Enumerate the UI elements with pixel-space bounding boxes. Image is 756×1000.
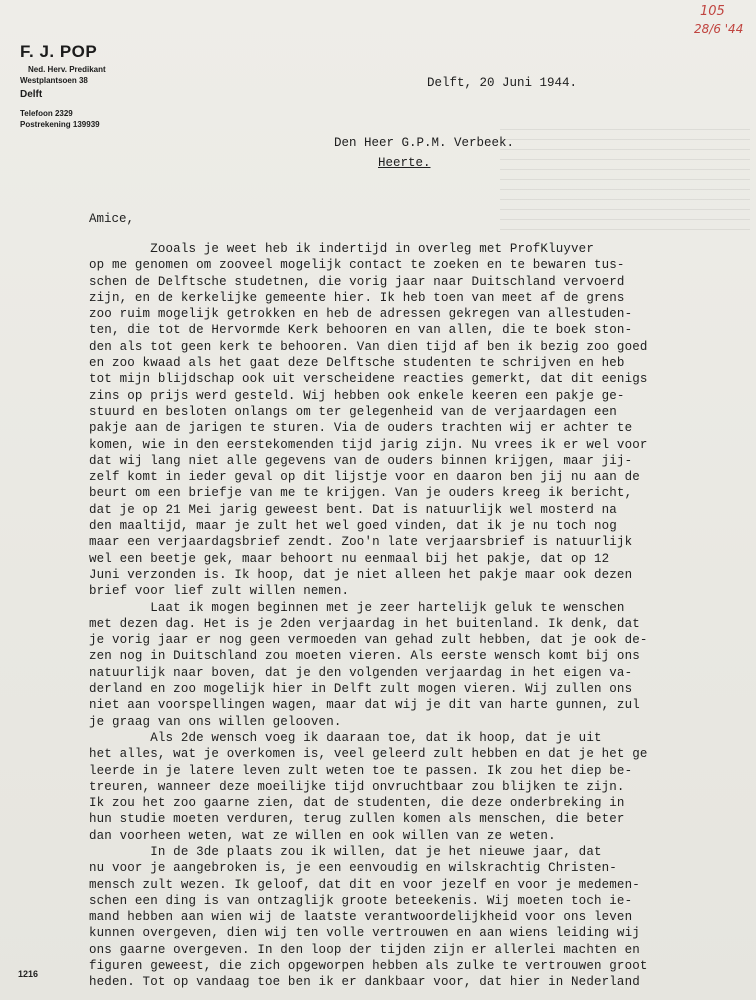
body-line: zins op prijs werd gesteld. Wij hebben ook enkele keeren een pakje ge-	[89, 388, 625, 403]
handwritten-date: 28/6 '44	[694, 22, 744, 36]
letter-body	[89, 241, 756, 991]
body-line: het alles, wat je overkomen is, veel geleerd zult hebben en dat je het ge	[89, 747, 648, 762]
salutation: Amice,	[89, 212, 135, 226]
body-line: leerde in je latere leven zult weten toe te passen. Ik zou het diep be-	[89, 763, 633, 778]
body-line: op me genomen om zooveel mogelijk contact te zoeken en te bewaren tus-	[89, 258, 625, 273]
body-line: stuurd en besloten onlangs om ter gelegenheid van de verjaardagen een	[89, 404, 617, 419]
recipient-address	[334, 133, 514, 173]
body-line: met dezen dag. Het is je 2den verjaardag in het buitenland. Ik denk, dat	[89, 616, 640, 631]
recipient-place: Heerte.	[378, 156, 431, 170]
letterhead-street: Westplantsoen 38	[20, 76, 88, 85]
body-line: dan voorheen weten, wat ze willen en ook willen van ze weten.	[89, 828, 556, 843]
body-line: dat je op 21 Mei jarig geweest bent. Dat is natuurlijk wel mosterd na	[89, 502, 617, 517]
body-line: komen, wie in den eerstekomenden tijd jarig zijn. Nu vrees ik er wel voor	[89, 437, 648, 452]
body-line: schen een ding is van ontzaglijk groote beteekenis. Wij moeten toch ie-	[89, 893, 633, 908]
body-line: mensch zult wezen. Ik geloof, dat dit en voor jezelf en voor je medemen-	[89, 877, 640, 892]
bleed-through-texture	[500, 120, 750, 230]
body-line: treuren, wanneer deze moeilijke tijd onvruchtbaar zou blijken te zijn.	[89, 779, 625, 794]
body-line: en zoo kwaad als het gaat deze Delftsche studenten te schrijven en heb	[89, 356, 625, 371]
body-line: ten, die tot de Hervormde Kerk behooren en van allen, die te boek ston-	[89, 323, 633, 338]
body-line: zelf komt in ieder geval op dit lijstje voor en daaron ben jij nu aan de	[89, 470, 640, 485]
body-line: mand hebben aan wien wij de laatste verantwoordelijkheid voor ons leven	[89, 910, 633, 925]
body-line: zoo ruim mogelijk getrokken en heb de adressen gekregen van allestuden-	[89, 307, 633, 322]
letterhead-account: Postrekening 139939	[20, 120, 100, 129]
body-line: Laat ik mogen beginnen met je zeer hartelijk geluk te wenschen	[89, 600, 625, 615]
body-line: den als tot geen kerk te behooren. Van dien tijd af ben ik bezig zoo goed	[89, 339, 648, 354]
body-line: derland en zoo mogelijk hier in Delft zult mogen vieren. Wij zullen ons	[89, 682, 633, 697]
body-line: natuurlijk naar boven, dat je den volgenden verjaardag in het eigen va-	[89, 665, 633, 680]
body-line: zijn, en de kerkelijke gemeente hier. Ik heb toen van meet af de grens	[89, 290, 625, 305]
body-line: Ik zou het zoo gaarne zien, dat de studenten, die deze onderbreking in	[89, 796, 625, 811]
body-line: schen de Delftsche studetnen, die vorig jaar naar Duitschland vervoerd	[89, 274, 625, 289]
body-line: Zooals je weet heb ik indertijd in overleg met ProfKluyver	[89, 242, 594, 256]
body-line: Als 2de wensch voeg ik daaraan toe, dat ik hoop, dat je uit	[89, 730, 602, 745]
body-line: In de 3de plaats zou ik willen, dat je het nieuwe jaar, dat	[89, 844, 602, 859]
body-line: den maaltijd, maar je zult het wel goed vinden, dat ik je nu toch nog	[89, 519, 617, 534]
letter-date: Delft, 20 Juni 1944.	[427, 76, 578, 90]
body-line: heden. Tot op vandaag toe ben ik er dankbaar voor, dat hier in Nederland	[89, 975, 640, 990]
body-line: wel een beetje gek, maar behoort nu eenmaal bij het pakje, dat op 12	[89, 551, 610, 566]
body-line: pakje aan de jarigen te sturen. Via de ouders trachten wij er achter te	[89, 421, 633, 436]
letterhead	[20, 42, 106, 130]
handwritten-number: 105	[700, 4, 725, 19]
body-line: je graag van ons willen gelooven.	[89, 714, 342, 729]
body-line: nu voor je aangebroken is, je een eenvoudig en wilskrachtig Christen-	[89, 861, 617, 876]
body-line: ons gaarne overgeven. In den loop der tijden zijn er allerlei machten en	[89, 942, 640, 957]
body-line: brief voor lief zult willen nemen.	[89, 584, 350, 599]
recipient-name: Den Heer G.P.M. Verbeek.	[334, 136, 515, 150]
letterhead-phone: Telefoon 2329	[20, 109, 73, 118]
body-line: tot mijn blijdschap ook uit verscheidene reacties gemerkt, dat dit eenigs	[89, 372, 648, 387]
body-line: figuren geweest, die zich opgeworpen hebben als zulke te vertrouwen groot	[89, 959, 648, 974]
body-line: beurt om een briefje van me te krijgen. Van je ouders kreeg ik bericht,	[89, 486, 633, 501]
letterhead-title: Ned. Herv. Predikant	[28, 65, 106, 74]
body-line: je vorig jaar er nog geen vermoeden van gehad zult hebben, dat je ook de-	[89, 633, 648, 648]
body-line: niet aan voorspellingen wagen, maar dat wij je dit van harte gunnen, zul	[89, 698, 640, 713]
archive-number: 1216	[18, 969, 39, 979]
letterhead-name: F. J. POP	[20, 42, 98, 61]
body-line: maar een verjaardagsbrief zendt. Zoo'n late verjaarsbrief is natuurlijk	[89, 535, 633, 550]
body-line: dat wij lang niet alle gegevens van de ouders binnen krijgen, maar jij-	[89, 453, 633, 468]
body-line: zen nog in Duitschland zou moeten vieren. Als eerste wensch komt bij ons	[89, 649, 640, 664]
letterhead-city: Delft	[20, 89, 43, 100]
body-line: Juni verzonden is. Ik hoop, dat je niet alleen het pakje maar ook dezen	[89, 567, 633, 582]
body-line: kunnen overgeven, dien wij ten volle vertrouwen en aan wiens leiding wij	[89, 926, 640, 941]
body-line: hun studie moeten verduren, terug zullen komen als menschen, die beter	[89, 812, 625, 827]
